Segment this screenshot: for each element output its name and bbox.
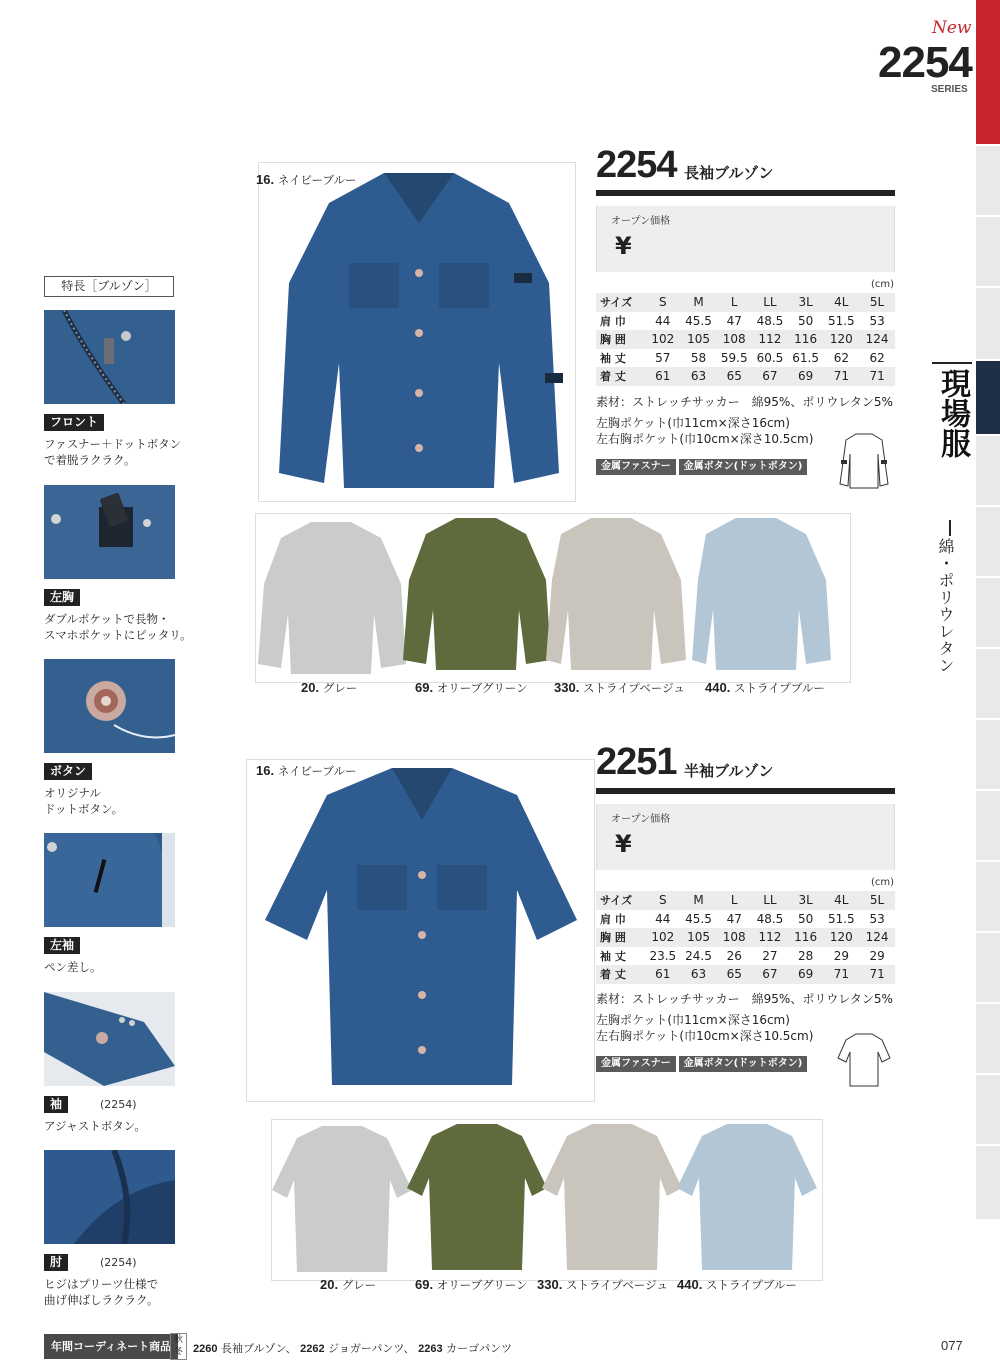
brand-name: 現場服	[935, 368, 970, 458]
color-swatch-stripe-blue	[677, 1124, 817, 1270]
features-title: 特長［ブルゾン］	[44, 276, 174, 297]
color-label: 330. ストライプベージュ	[554, 680, 685, 695]
feature-desc-elbow: ヒジはプリーツ仕様で 曲げ伸ばしラクラク。	[44, 1277, 159, 1307]
feature-tag-front: フロント	[44, 414, 104, 431]
index-tab[interactable]	[976, 862, 1000, 932]
badge-metal-button: 金属ボタン(ドットボタン)	[679, 459, 808, 475]
color-swatch-gray	[258, 522, 406, 674]
feature-desc-button: オリジナル ドットボタン。	[44, 786, 124, 816]
feature-image-left-chest	[44, 485, 175, 579]
price-value: ¥	[615, 232, 632, 260]
jacket-short-sleeve-icon	[247, 760, 595, 1102]
photo-label-2251: 16. ネイビーブルー	[256, 763, 357, 778]
index-tab[interactable]	[976, 791, 1000, 861]
brand-material: 綿・ポリウレタン	[936, 538, 955, 674]
feature-tag-left-sleeve: 左袖	[44, 937, 80, 954]
product-photo-2251	[246, 759, 595, 1102]
feature-tag-elbow: 肘	[44, 1254, 68, 1271]
product-name-2251: 半袖ブルゾン	[684, 762, 774, 780]
feature-desc-cuff: アジャストボタン。	[44, 1119, 146, 1133]
price-value: ¥	[615, 830, 632, 858]
feature-image-elbow	[44, 1150, 175, 1244]
color-swatch-gray	[272, 1126, 412, 1272]
index-tab[interactable]	[976, 1075, 1000, 1145]
unit-label-2251: (cm)	[871, 877, 895, 888]
table-row: 着 丈 61 63 65 67 69 71 71	[596, 965, 895, 984]
size-table-2251	[596, 891, 895, 984]
brand-rule	[932, 362, 972, 364]
badge-metal-zipper: 金属ファスナー	[596, 459, 676, 475]
color-variations-2254	[255, 513, 851, 683]
color-swatch-olive	[403, 518, 551, 670]
footer-season: 秋冬	[170, 1333, 187, 1360]
index-tab[interactable]	[976, 578, 1000, 648]
size-header-row: サイズ S M L LL 3L 4L 5L	[596, 293, 895, 312]
size-header-row: サイズ S M L LL 3L 4L 5L	[596, 891, 895, 910]
size-table-2254	[596, 293, 895, 386]
product-name-2254: 長袖ブルゾン	[684, 164, 774, 182]
feature-note-elbow: (2254)	[100, 1256, 137, 1269]
table-row: 肩 巾 44 45.5 47 48.5 50 51.5 53	[600, 313, 885, 328]
color-swatch-stripe-blue	[692, 518, 831, 670]
color-label: 20. グレー	[320, 1277, 377, 1292]
material-2254: 素材：ストレッチサッカー 綿95%、ポリウレタン5%	[596, 395, 893, 409]
index-tab[interactable]	[976, 436, 1000, 506]
feature-desc-left-sleeve: ペン差し。	[44, 960, 102, 974]
footer-coordinate-items: 2260 長袖ブルゾン、 2262 ジョガーパンツ、 2263 カーゴパンツ	[193, 1342, 513, 1355]
index-tab[interactable]	[976, 146, 1000, 216]
price-label: オープン価格	[611, 814, 671, 825]
badges-2251	[596, 1051, 810, 1072]
index-tab[interactable]	[976, 217, 1000, 287]
pocket2-2251: 左右胸ポケット(巾10cm×深さ10.5cm)	[596, 1029, 814, 1043]
feature-tag-cuff: 袖	[44, 1096, 68, 1113]
badges-2254	[596, 454, 810, 475]
product-photo-2254	[258, 162, 576, 502]
color-label: 440. ストライプブルー	[677, 1277, 797, 1292]
color-label: 69. オリーブグリーン	[415, 1277, 528, 1292]
product-number-2254: 2254	[596, 144, 677, 186]
pocket1-2251: 左胸ポケット(巾11cm×深さ16cm)	[596, 1013, 790, 1027]
table-row: 肩 巾 44 45.5 47 48.5 50 51.5 53	[600, 911, 885, 926]
color-label: 330. ストライプベージュ	[537, 1277, 668, 1292]
feature-image-cuff	[44, 992, 175, 1086]
jacket-long-sleeve-icon	[259, 163, 576, 502]
feature-note-cuff: (2254)	[100, 1098, 137, 1111]
index-tab-brand[interactable]	[976, 361, 1000, 435]
brand-separator	[949, 520, 951, 536]
color-swatch-stripe-beige	[542, 1124, 682, 1270]
material-2251: 素材：ストレッチサッカー 綿95%、ポリウレタン5%	[596, 992, 893, 1006]
series-number: 2254	[878, 38, 972, 87]
unit-label-2254: (cm)	[871, 279, 895, 290]
feature-image-left-sleeve	[44, 833, 175, 927]
series-label: SERIES	[931, 84, 968, 95]
back-view-short-icon	[836, 1030, 892, 1092]
feature-desc-left-chest: ダブルポケットで長物・ スマホポケットにピッタリ。	[44, 612, 192, 642]
footer-coordinate-tag: 年間コーディネート商品	[44, 1334, 178, 1359]
index-tab[interactable]	[976, 507, 1000, 577]
index-tab[interactable]	[976, 1146, 1000, 1220]
index-tab[interactable]	[976, 933, 1000, 1003]
page-number: 077	[941, 1338, 963, 1353]
feature-tag-button: ボタン	[44, 763, 92, 780]
table-row: 胸 囲 102 105 108 112 116 120 124	[596, 928, 895, 947]
feature-image-button	[44, 659, 175, 753]
table-row: 着 丈 61 63 65 67 69 71 71	[596, 367, 895, 386]
feature-desc-front: ファスナー＋ドットボタン で着脱ラクラク。	[44, 437, 182, 467]
product-rule-2251	[596, 788, 895, 794]
back-view-long-icon	[838, 430, 890, 494]
table-row: 袖 丈 23.5 24.5 26 27 28 29 29	[600, 948, 885, 963]
index-tab[interactable]	[976, 288, 1000, 360]
color-label: 20. グレー	[301, 680, 358, 695]
index-tab-active[interactable]	[976, 0, 1000, 145]
price-box-2251	[596, 804, 895, 870]
badge-metal-zipper: 金属ファスナー	[596, 1056, 676, 1072]
pocket2-2254: 左右胸ポケット(巾10cm×深さ10.5cm)	[596, 432, 814, 446]
new-label: New	[932, 18, 972, 38]
photo-label-2254: 16. ネイビーブルー	[256, 172, 357, 187]
table-row: 胸 囲 102 105 108 112 116 120 124	[596, 330, 895, 349]
color-label: 69. オリーブグリーン	[415, 680, 528, 695]
feature-tag-left-chest: 左胸	[44, 589, 80, 606]
product-rule-2254	[596, 190, 895, 196]
index-tab[interactable]	[976, 1004, 1000, 1074]
price-label: オープン価格	[611, 216, 671, 227]
pocket1-2254: 左胸ポケット(巾11cm×深さ16cm)	[596, 416, 790, 430]
color-variations-2251	[271, 1119, 823, 1281]
color-swatch-olive	[407, 1124, 547, 1270]
product-number-2251: 2251	[596, 741, 677, 783]
badge-metal-button: 金属ボタン(ドットボタン)	[679, 1056, 808, 1072]
index-tab[interactable]	[976, 649, 1000, 719]
table-row: 袖 丈 57 58 59.5 60.5 61.5 62 62	[600, 350, 885, 365]
color-label: 440. ストライプブルー	[705, 680, 825, 695]
index-tab[interactable]	[976, 720, 1000, 790]
color-swatch-stripe-beige	[546, 518, 686, 670]
price-box-2254	[596, 206, 895, 272]
feature-image-front	[44, 310, 175, 404]
